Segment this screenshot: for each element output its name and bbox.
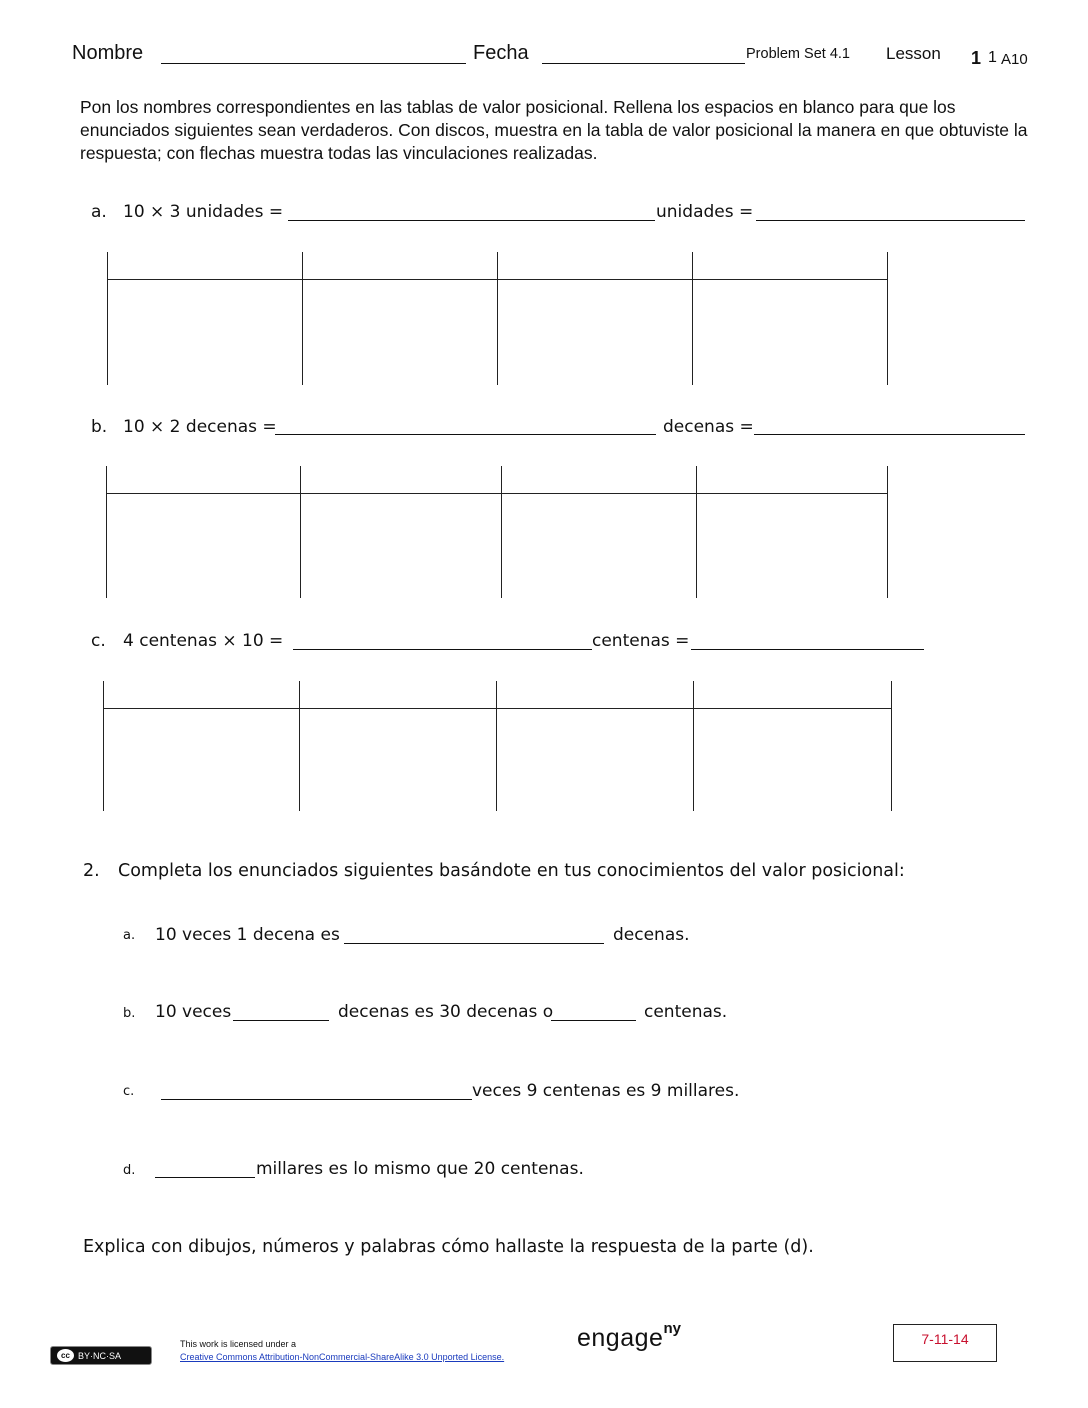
chart-column-line (107, 252, 108, 385)
name-label: Nombre (72, 42, 144, 64)
chart-column-line (302, 252, 303, 385)
problem-2b-letter: b. (123, 1006, 136, 1021)
problem-1b-expression: 10 × 2 decenas = (123, 417, 277, 437)
date-stamp: 7-11-14 (921, 1331, 969, 1347)
license-link[interactable]: Creative Commons Attribution-NonCommercial-ShareAlike 3.0 Unported License. (180, 1352, 505, 1362)
problem-1c-unit-blank[interactable] (691, 649, 924, 650)
chart-column-line (696, 466, 697, 598)
chart-header-line (103, 708, 892, 709)
engageny-logo (577, 1320, 681, 1353)
problem-2b-text-middle: decenas es 30 decenas o (338, 1002, 554, 1022)
problem-2c-text-after: veces 9 centenas es 9 millares. (472, 1081, 740, 1101)
problem-1a-letter: a. (91, 202, 107, 222)
lesson-label: Lesson (886, 44, 941, 63)
explain-prompt: Explica con dibujos, números y palabras cómo hallaste la respuesta de la parte (d). (83, 1237, 814, 1257)
chart-column-line (692, 252, 693, 385)
date-stamp-box (893, 1324, 997, 1362)
chart-column-line (501, 466, 502, 598)
problem-1a-answer-blank[interactable] (288, 220, 655, 221)
lesson-code-b: A10 (1001, 51, 1028, 68)
problem-1a-unit-blank[interactable] (756, 220, 1025, 221)
chart-header-line (106, 493, 888, 494)
problem-1b-letter: b. (91, 417, 108, 437)
license-intro: This work is licensed under a (180, 1339, 297, 1349)
date-field[interactable] (542, 63, 745, 64)
problem-2b-text-after: centenas. (644, 1002, 728, 1022)
date-label: Fecha (473, 42, 529, 64)
lesson-code-a: 1 (988, 49, 997, 66)
problem-set-label: Problem Set 4.1 (746, 46, 850, 62)
problem-1c-letter: c. (91, 631, 106, 651)
chart-column-line (891, 681, 892, 811)
problem-1b-unit-blank[interactable] (754, 434, 1025, 435)
engage-logo-text: engage (577, 1324, 664, 1352)
chart-column-line (103, 681, 104, 811)
problem-1c-expression: 4 centenas × 10 = (123, 631, 284, 651)
problem-2-prompt: Completa los enunciados siguientes basándote en tus conocimientos del valor posicional: (118, 861, 905, 881)
problem-2d-blank[interactable] (155, 1177, 255, 1178)
problem-1b-answer-blank[interactable] (275, 434, 656, 435)
problem-1a-expression: 10 × 3 unidades = (123, 202, 284, 222)
problem-2d-text-after: millares es lo mismo que 20 centenas. (256, 1159, 584, 1179)
ny-logo-text: ny (663, 1320, 681, 1337)
chart-column-line (106, 466, 107, 598)
chart-column-line (887, 466, 888, 598)
lesson-number: 1 (971, 48, 982, 68)
problem-2a-text-before: 10 veces 1 decena es (155, 925, 340, 945)
problem-2c-letter: c. (123, 1084, 135, 1099)
problem-2d-letter: d. (123, 1163, 136, 1178)
chart-column-line (299, 681, 300, 811)
cc-license-badge[interactable] (50, 1346, 152, 1365)
chart-column-line (496, 681, 497, 811)
cc-badge-text: BY·NC·SA (78, 1350, 122, 1361)
problem-2a-blank[interactable] (344, 943, 604, 944)
problem-2a-text-after: decenas. (613, 925, 690, 945)
problem-1c-answer-blank[interactable] (293, 649, 592, 650)
instructions-text: Pon los nombres correspondientes en las tablas de valor posicional. Rellena los espacios en blanco para que los enunciados siguientes sean verdaderos. Con discos, muestra en la tabla de valor posicional la manera en que obtuviste la respuesta; con flechas muestra todas las vinculaciones realizadas. (80, 97, 1028, 163)
place-value-chart-a[interactable] (107, 252, 888, 385)
chart-column-line (300, 466, 301, 598)
chart-column-line (887, 252, 888, 385)
place-value-chart-b[interactable] (106, 466, 888, 598)
problem-2b-blank-1[interactable] (233, 1020, 329, 1021)
problem-2a-letter: a. (123, 928, 136, 943)
problem-2b-text-before: 10 veces (155, 1002, 232, 1022)
problem-2c-blank[interactable] (161, 1099, 472, 1100)
problem-2-number: 2. (83, 861, 100, 881)
name-field[interactable] (161, 63, 466, 64)
chart-column-line (497, 252, 498, 385)
problem-1a-unit: unidades = (656, 202, 754, 222)
problem-1c-unit: centenas = (592, 631, 690, 651)
place-value-chart-c[interactable] (103, 681, 892, 811)
chart-column-line (693, 681, 694, 811)
creative-commons-icon: cc (57, 1349, 74, 1362)
problem-2b-blank-2[interactable] (551, 1020, 636, 1021)
problem-1b-unit: decenas = (663, 417, 754, 437)
